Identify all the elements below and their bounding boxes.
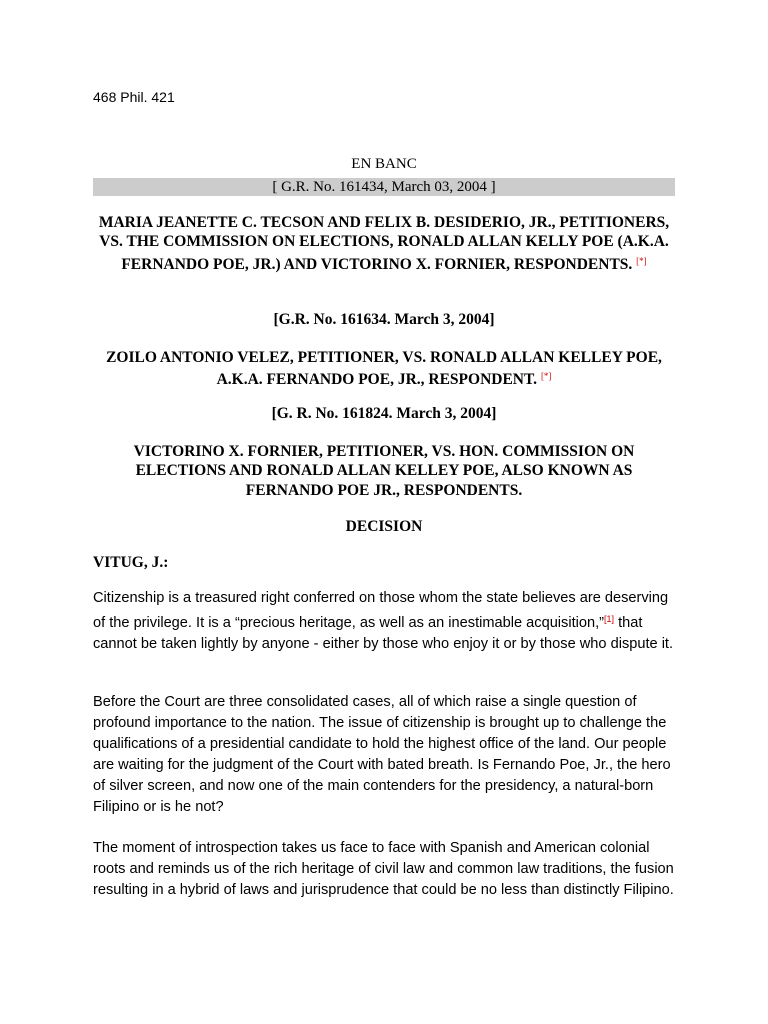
case1-title: MARIA JEANETTE C. TECSON AND FELIX B. DESIDERIO, JR., PETITIONERS, VS. THE COMMISSION ON ELECTIONS, RONALD ALLAN KELLY POE (A.K.A. FERNANDO POE, JR.) AND VICTORINO X. FORNIER, RESPONDENTS. <box>98 214 670 273</box>
paragraph-1-text-end: that cannot be taken lightly by anyone - either by those who enjoy it or by those who dispute it. <box>93 615 674 652</box>
case1-footnote-link[interactable]: [*] <box>636 255 647 266</box>
paragraph-1 <box>93 588 675 655</box>
court-division: EN BANC <box>351 156 417 172</box>
decision-heading: DECISION <box>345 518 423 535</box>
case2-title: ZOILO ANTONIO VELEZ, PETITIONER, VS. RONALD ALLAN KELLEY POE, A.K.A. FERNANDO POE, JR., RESPONDENT. <box>106 349 662 389</box>
paragraph-1-text-start: Citizenship is a treasured right conferred on those whom the state believes are deserving of the privilege. It is a “precious heritage, as well as an inestimable acquisition,” <box>93 590 669 631</box>
paragraph-2: Before the Court are three consolidated cases, all of which raise a single question of profound importance to the nation. The issue of citizenship is brought up to challenge the qualifications of a presidential candidate to hold the highest office of the land. Our people are waiting for the judgment of the Court with bated breath. Is Fernando Poe, Jr., the hero of silver screen, and now one of the main contenders for the presidency, a natural-born Filipino or is he not? <box>93 694 671 815</box>
case2-footnote-link[interactable]: [*] <box>540 371 552 382</box>
ponente: VITUG, J.: <box>93 554 169 571</box>
case2-gr-number: [G.R. No. 161634. March 3, 2004] <box>273 311 495 328</box>
case3-gr-number: [G. R. No. 161824. March 3, 2004] <box>271 405 497 422</box>
case1-caption <box>93 213 675 274</box>
footnote-1-link[interactable]: [1] <box>604 614 615 624</box>
report-citation: 468 Phil. 421 <box>93 89 175 105</box>
paragraph-3: The moment of introspection takes us face to face with Spanish and American colonial roots and reminds us of the rich heritage of civil law and common law traditions, the fusion resulting in a hybrid of laws and jurisprudence that could be no less than distinctly Filipino. <box>93 840 674 898</box>
case3-caption: VICTORINO X. FORNIER, PETITIONER, VS. HON. COMMISSION ON ELECTIONS AND RONALD ALLAN KELLEY POE, ALSO KNOWN AS FERNANDO POE JR., RESPONDENTS. <box>133 443 635 499</box>
case2-caption <box>93 348 675 390</box>
gr-number-header: [ G.R. No. 161434, March 03, 2004 ] <box>93 178 675 196</box>
